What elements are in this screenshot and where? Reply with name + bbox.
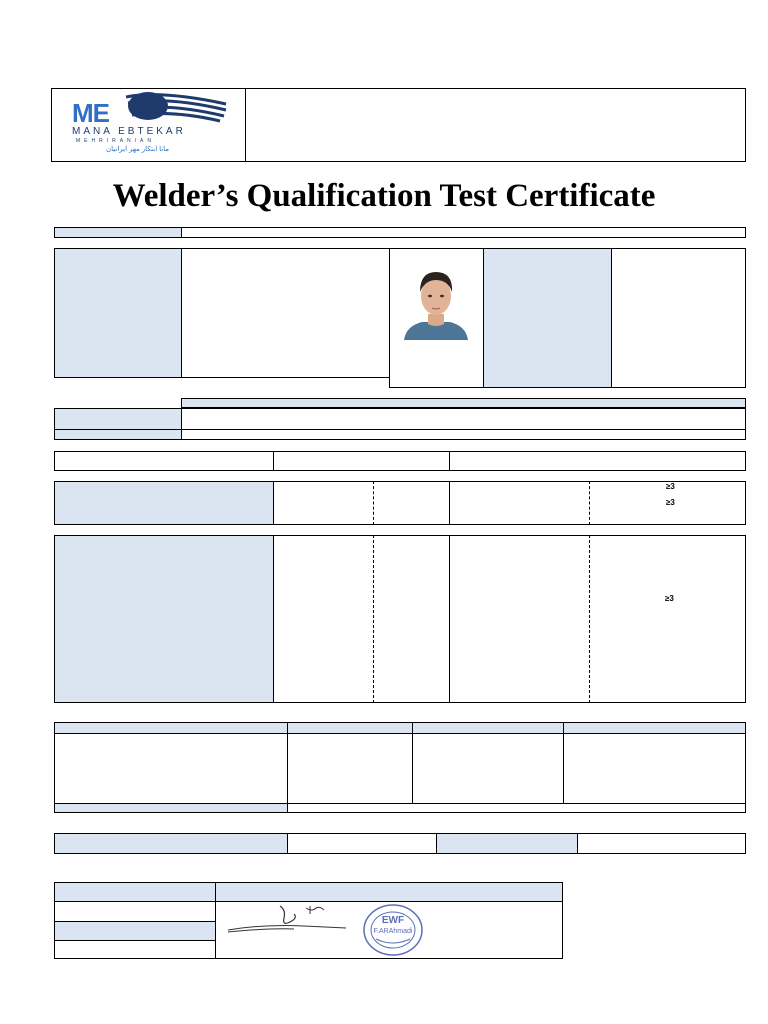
results-footer-label <box>54 803 288 813</box>
personal-info-right-value <box>611 248 746 388</box>
row2-label <box>54 408 182 430</box>
stamp-graphic <box>362 903 424 957</box>
test-columns-header <box>54 451 746 471</box>
test-row-b-mark-1: ≥3 <box>665 594 674 603</box>
validity-label-2 <box>436 833 578 854</box>
results-divider-3 <box>563 722 564 804</box>
test-row-b-divider <box>449 535 450 703</box>
results-table <box>54 722 746 804</box>
test-row-a-dash-2 <box>589 481 590 525</box>
page-title: Welder’s Qualification Test Certificate <box>112 178 656 214</box>
signature-row-line-2 <box>54 940 216 941</box>
company-logo <box>66 90 236 156</box>
signature-graphic <box>224 902 354 938</box>
signature-row-line-1 <box>54 921 216 922</box>
row1-label <box>54 227 182 238</box>
test-row-b-dash-2 <box>589 535 590 703</box>
row2-header-bar <box>181 398 746 408</box>
test-row-a-divider <box>449 481 450 525</box>
test-row-a-mark-1: ≥3 <box>666 482 675 491</box>
test-row-b-label <box>54 535 274 703</box>
personal-info-right-label <box>483 248 612 388</box>
logo-mark: ME <box>72 98 109 128</box>
welder-photo-graphic <box>404 266 468 340</box>
col-divider-2 <box>449 451 450 471</box>
signature-label-2 <box>54 921 216 941</box>
results-divider-2 <box>412 722 413 804</box>
results-divider-1 <box>287 722 288 804</box>
welder-photo <box>404 266 468 340</box>
signature-header-bar <box>54 882 563 902</box>
test-row-a-dash-1 <box>373 481 374 525</box>
logo-persian-name: مانا ابتکار مهر ایرانیان <box>106 146 170 153</box>
validity-label-1 <box>54 833 288 854</box>
results-header-bar <box>54 722 746 734</box>
official-stamp <box>362 903 424 957</box>
signature-image <box>224 902 354 938</box>
stamp-name: F.ARAhmadi <box>373 928 413 935</box>
test-row-b-dash-1 <box>373 535 374 703</box>
logo-company-subtitle: MEHRIRANIAN <box>76 138 156 144</box>
logo-company-name: MANA EBTEKAR <box>72 126 186 137</box>
col-divider-1 <box>273 451 274 471</box>
header-divider <box>245 88 246 162</box>
stamp-text: EWF <box>381 915 405 926</box>
row3-label <box>54 429 182 440</box>
test-row-a-mark-2: ≥3 <box>666 498 675 507</box>
personal-info-label <box>54 248 182 378</box>
test-row-a-label <box>54 481 274 525</box>
